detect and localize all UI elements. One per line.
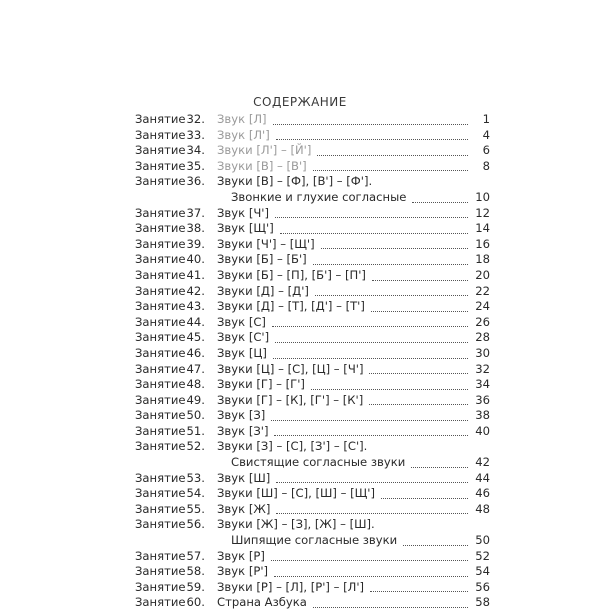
dot-leader: [403, 545, 468, 546]
lesson-number: 47.: [186, 361, 205, 376]
dot-leader: [274, 435, 468, 436]
toc-entry: [135, 502, 490, 518]
toc-entry: [135, 549, 490, 565]
toc-entry: [135, 393, 490, 409]
page-number: 22: [475, 283, 490, 298]
entry-title: Звук [Щ']: [217, 221, 274, 236]
page-number: 6: [482, 143, 490, 158]
lesson-label: Занятие: [135, 377, 186, 392]
lesson-label: Занятие: [135, 517, 186, 532]
lesson-number: 49.: [186, 392, 205, 407]
entry-title: Звуки [Б] – [П], [Б'] – [П']: [217, 267, 366, 282]
page-number: 58: [475, 595, 490, 610]
entry-title: Шипящие согласные звуки: [231, 533, 398, 548]
page-number: 56: [475, 579, 490, 594]
entry-title: Звук [С']: [217, 330, 270, 345]
dot-leader: [369, 404, 468, 405]
lesson-label: Занятие: [135, 408, 186, 423]
lesson-label: Занятие: [135, 595, 186, 610]
lesson-number: 51.: [186, 423, 205, 438]
entry-title: Звуки [Р] – [Л], [Р'] – [Л']: [217, 579, 365, 594]
lesson-label: Занятие: [135, 345, 186, 360]
entry-title: Звуки [З] – [С], [З'] – [С'].: [217, 439, 368, 454]
entry-title: Звуки [Б] – [Б']: [217, 252, 307, 267]
lesson-number: 46.: [186, 345, 205, 360]
lesson-number: 38.: [186, 221, 205, 236]
dot-leader: [313, 170, 468, 171]
toc-entry: [135, 486, 490, 502]
entry-title: Звуки [Г] – [Г']: [217, 377, 305, 392]
toc-entry: [135, 564, 490, 580]
dot-leader: [275, 342, 468, 343]
lesson-label: Занятие: [135, 143, 186, 158]
lesson-label: Занятие: [135, 314, 186, 329]
dot-leader: [411, 467, 468, 468]
lesson-number: 39.: [186, 236, 205, 251]
lesson-label: Занятие: [135, 221, 186, 236]
lesson-number: 48.: [186, 377, 205, 392]
lesson-label: Занятие: [135, 423, 186, 438]
entry-title: Свистящие согласные звуки: [231, 455, 406, 470]
toc-entry: [135, 190, 490, 206]
lesson-number: 42.: [186, 283, 205, 298]
dot-leader: [381, 498, 468, 499]
lesson-number: 43.: [186, 299, 205, 314]
toc-entry: [135, 424, 490, 440]
entry-title: Звук [Ч']: [217, 205, 269, 220]
lesson-number: 36.: [186, 174, 205, 189]
toc-entry: [135, 252, 490, 268]
entry-title: Звуки [В] – [В']: [217, 158, 307, 173]
page-number: 40: [475, 423, 490, 438]
lesson-number: 35.: [186, 158, 205, 173]
toc-entry: [135, 299, 490, 315]
toc-entry: [135, 439, 490, 455]
page-number: 28: [475, 330, 490, 345]
lesson-number: 40.: [186, 252, 205, 267]
toc-entry: [135, 330, 490, 346]
lesson-label: Занятие: [135, 501, 186, 516]
lesson-label: Занятие: [135, 127, 186, 142]
dot-leader: [313, 264, 468, 265]
lesson-number: 34.: [186, 143, 205, 158]
page-number: 8: [482, 158, 490, 173]
page-number: 38: [475, 408, 490, 423]
page-number: 18: [475, 252, 490, 267]
lesson-number: 56.: [186, 517, 205, 532]
dot-leader: [273, 124, 468, 125]
entry-title: Звуки [Д] – [Д']: [217, 283, 309, 298]
lesson-label: Занятие: [135, 548, 186, 563]
entry-title: Звук [Л]: [217, 112, 267, 126]
entry-title: Звук [Ж]: [217, 501, 271, 516]
toc-entry: [135, 346, 490, 362]
entry-title: Звук [С]: [217, 314, 266, 329]
toc-entry: [135, 377, 490, 393]
entry-title: Звуки [Ж] – [З], [Ж] – [Ш].: [217, 517, 375, 532]
lesson-label: Занятие: [135, 158, 186, 173]
lesson-number: 33.: [186, 127, 205, 142]
dot-leader: [321, 248, 468, 249]
lesson-label: Занятие: [135, 112, 186, 126]
lesson-label: Занятие: [135, 564, 186, 579]
table-of-contents: [135, 112, 490, 611]
page-number: 4: [482, 127, 490, 142]
lesson-number: 53.: [186, 470, 205, 485]
toc-entry: [135, 143, 490, 159]
lesson-label: Занятие: [135, 252, 186, 267]
page-number: 30: [475, 345, 490, 360]
toc-entry: [135, 221, 490, 237]
page-number: 10: [475, 189, 490, 204]
lesson-label: Занятие: [135, 283, 186, 298]
lesson-label: Занятие: [135, 174, 186, 189]
entry-title: Звуки [Ц] – [С], [Ц] – [Ч']: [217, 361, 364, 376]
lesson-number: 41.: [186, 267, 205, 282]
lesson-number: 52.: [186, 439, 205, 454]
entry-title: Звонкие и глухие согласные: [231, 189, 407, 204]
entry-title: Звук [Ш]: [217, 470, 271, 485]
dot-leader: [313, 607, 468, 608]
lesson-label: Занятие: [135, 267, 186, 282]
toc-entry: [135, 112, 490, 128]
toc-entry: [135, 595, 490, 611]
page-number: 54: [475, 564, 490, 579]
lesson-number: 59.: [186, 579, 205, 594]
entry-title: Звуки [Ч'] – [Щ']: [217, 236, 315, 251]
page-number: 1: [482, 112, 490, 126]
toc-entry: [135, 159, 490, 175]
toc-entry: [135, 128, 490, 144]
page-number: 20: [475, 267, 490, 282]
lesson-label: Занятие: [135, 299, 186, 314]
page-number: 14: [475, 221, 490, 236]
lesson-number: 44.: [186, 314, 205, 329]
dot-leader: [276, 482, 468, 483]
lesson-label: Занятие: [135, 330, 186, 345]
entry-title: Звук [Л']: [217, 127, 270, 142]
entry-title: Звуки [Г] – [К], [Г'] – [К']: [217, 392, 364, 407]
entry-title: Звук [Р]: [217, 548, 265, 563]
page-number: 44: [475, 470, 490, 485]
entry-title: Звуки [Д] – [Т], [Д'] – [Т']: [217, 299, 365, 314]
toc-entry: [135, 362, 490, 378]
dot-leader: [273, 358, 468, 359]
lesson-label: Занятие: [135, 470, 186, 485]
page-number: 36: [475, 392, 490, 407]
toc-entry: [135, 471, 490, 487]
entry-title: Звук [З]: [217, 408, 266, 423]
page-number: 48: [475, 501, 490, 516]
toc-entry: [135, 237, 490, 253]
lesson-number: 55.: [186, 501, 205, 516]
toc-entry: [135, 517, 490, 533]
lesson-label: Занятие: [135, 439, 186, 454]
lesson-number: 32.: [186, 112, 205, 126]
page-number: 52: [475, 548, 490, 563]
page-number: 42: [475, 455, 490, 470]
page-number: 34: [475, 377, 490, 392]
lesson-number: 58.: [186, 564, 205, 579]
dot-leader: [276, 139, 468, 140]
toc-entry: [135, 268, 490, 284]
toc-entry: [135, 580, 490, 596]
toc-entry: [135, 455, 490, 471]
page-number: 46: [475, 486, 490, 501]
lesson-number: 54.: [186, 486, 205, 501]
dot-leader: [275, 217, 468, 218]
dot-leader: [271, 560, 468, 561]
entry-title: Звуки [Ш] – [С], [Ш] – [Щ']: [217, 486, 375, 501]
dot-leader: [315, 295, 468, 296]
page-number: 16: [475, 236, 490, 251]
toc-entry: [135, 174, 490, 190]
dot-leader: [370, 591, 468, 592]
dot-leader: [371, 311, 468, 312]
dot-leader: [311, 389, 468, 390]
page-number: 24: [475, 299, 490, 314]
lesson-number: 57.: [186, 548, 205, 563]
page-title: СОДЕРЖАНИЕ: [253, 95, 347, 109]
lesson-number: 50.: [186, 408, 205, 423]
lesson-number: 45.: [186, 330, 205, 345]
page-number: 12: [475, 205, 490, 220]
toc-entry: [135, 315, 490, 331]
lesson-label: Занятие: [135, 205, 186, 220]
page-number: 50: [475, 533, 490, 548]
toc-entry: [135, 533, 490, 549]
toc-entry: [135, 284, 490, 300]
lesson-label: Занятие: [135, 361, 186, 376]
entry-title: Звук [Р']: [217, 564, 269, 579]
dot-leader: [271, 420, 468, 421]
toc-entry: [135, 206, 490, 222]
page-number: 32: [475, 361, 490, 376]
dot-leader: [317, 155, 468, 156]
toc-entry: [135, 408, 490, 424]
entry-title: Звук [З']: [217, 423, 269, 438]
entry-title: Страна Азбука: [217, 595, 307, 610]
entry-title: Звуки [В] – [Ф], [В'] – [Ф'].: [217, 174, 373, 189]
lesson-label: Занятие: [135, 392, 186, 407]
dot-leader: [276, 513, 468, 514]
dot-leader: [280, 233, 468, 234]
page-number: 26: [475, 314, 490, 329]
lesson-number: 37.: [186, 205, 205, 220]
dot-leader: [369, 373, 468, 374]
entry-title: Звуки [Л'] – [Й']: [217, 143, 312, 158]
entry-title: Звук [Ц]: [217, 345, 267, 360]
dot-leader: [412, 202, 468, 203]
dot-leader: [272, 326, 468, 327]
lesson-label: Занятие: [135, 579, 186, 594]
lesson-label: Занятие: [135, 236, 186, 251]
dot-leader: [274, 576, 468, 577]
dot-leader: [372, 280, 468, 281]
lesson-number: 60.: [186, 595, 205, 610]
lesson-label: Занятие: [135, 486, 186, 501]
